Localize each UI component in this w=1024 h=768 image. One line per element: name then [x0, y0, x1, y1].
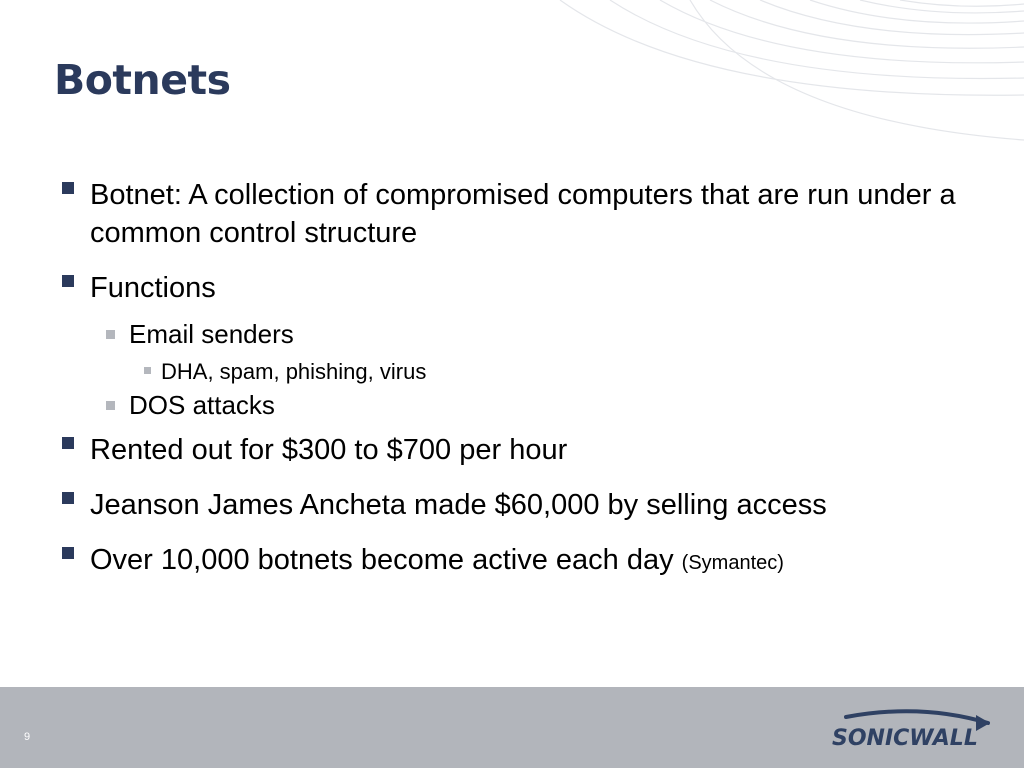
sub-sub-bullet-item	[62, 357, 1002, 387]
bullet-text: Rented out for $300 to $700 per hour	[90, 434, 568, 466]
square-bullet-icon	[106, 330, 115, 339]
svg-text:SONICWALL: SONICWALL	[832, 726, 978, 751]
square-bullet-icon	[62, 547, 74, 559]
sub-bullet-item	[62, 388, 1002, 422]
slide-title: Botnets	[54, 56, 231, 104]
square-bullet-icon	[106, 401, 115, 410]
page-number: 9	[24, 731, 31, 743]
sub-bullet-text: DOS attacks	[129, 390, 275, 420]
sub-bullet-item	[62, 317, 1002, 351]
bullet-item	[62, 486, 1002, 524]
footer-band	[0, 687, 1024, 768]
square-bullet-icon	[62, 275, 74, 287]
square-bullet-icon	[62, 437, 74, 449]
bullet-text: Botnet: A collection of compromised computers that are run under a common control structure	[90, 179, 956, 249]
bullet-text: Over 10,000 botnets become active each day	[90, 544, 674, 576]
bullet-text: Functions	[90, 272, 216, 304]
bullet-item	[62, 541, 1002, 582]
bullet-item	[62, 269, 1002, 307]
bullet-item	[62, 176, 1002, 252]
sub-bullet-text: Email senders	[129, 319, 294, 349]
sonicwall-logo	[826, 705, 992, 753]
sub-sub-bullet-text: DHA, spam, phishing, virus	[161, 359, 427, 384]
square-bullet-icon	[62, 182, 74, 194]
source-citation: (Symantec)	[681, 552, 784, 574]
square-bullet-icon	[144, 367, 151, 374]
square-bullet-icon	[62, 492, 74, 504]
bullet-item	[62, 431, 1002, 469]
bullet-text: Jeanson James Ancheta made $60,000 by selling access	[90, 489, 827, 521]
bullet-list	[62, 176, 1002, 599]
